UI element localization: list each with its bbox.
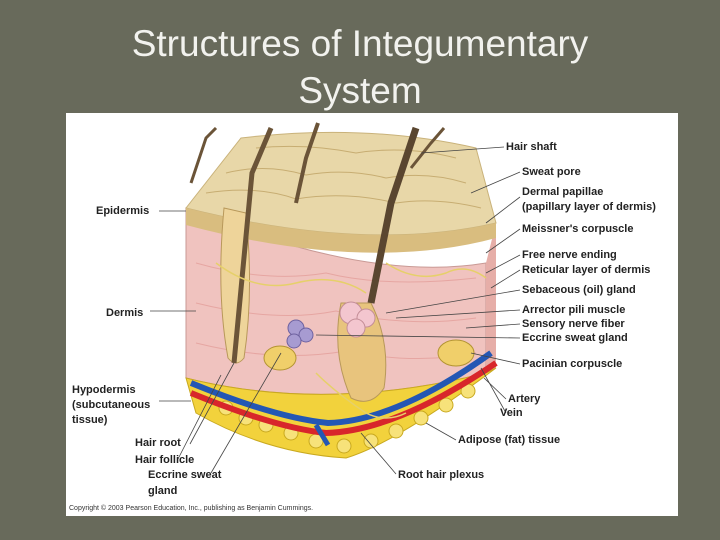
dermis-side [486, 223, 496, 373]
label-free-nerve: Free nerve ending [522, 249, 617, 261]
label-artery: Artery [508, 393, 541, 405]
label-hypodermis-2: (subcutaneous [72, 399, 151, 411]
label-eccrine-2: gland [148, 485, 178, 497]
label-hair-root: Hair root [135, 437, 181, 449]
label-dermal-papillae-2: (papillary layer of dermis) [522, 201, 656, 213]
label-vein: Vein [500, 407, 523, 419]
label-root-plexus: Root hair plexus [398, 469, 485, 481]
label-meissner: Meissner's corpuscle [522, 223, 634, 235]
copyright-notice: Copyright © 2003 Pearson Education, Inc., publishing as Benjamin Cummings. [69, 505, 314, 512]
label-hair-shaft: Hair shaft [506, 141, 557, 153]
label-adipose: Adipose (fat) tissue [458, 434, 561, 446]
label-eccrine-1: Eccrine sweat [148, 469, 222, 481]
label-dermal-papillae-1: Dermal papillae [522, 186, 604, 198]
label-pacinian: Pacinian corpuscle [522, 358, 623, 370]
label-sweat-pore: Sweat pore [522, 166, 581, 178]
label-eccrine-gland: Eccrine sweat gland [522, 332, 628, 344]
slide-title [0, 20, 720, 114]
label-dermis: Dermis [106, 307, 144, 319]
skin-diagram-panel [66, 113, 678, 516]
slide-title-line-2: System [298, 70, 422, 111]
label-epidermis: Epidermis [96, 205, 150, 217]
label-sebaceous: Sebaceous (oil) gland [522, 284, 636, 296]
label-hypodermis-1: Hypodermis [72, 384, 136, 396]
label-hypodermis-3: tissue) [72, 414, 108, 426]
label-sensory-nerve: Sensory nerve fiber [522, 318, 625, 330]
pacinian-corpuscle-left [264, 346, 296, 370]
label-arrector: Arrector pili muscle [522, 304, 626, 316]
label-reticular: Reticular layer of dermis [522, 264, 651, 276]
label-hair-follicle: Hair follicle [135, 454, 195, 466]
slide-title-line-1: Structures of Integumentary [131, 23, 589, 64]
pacinian-corpuscle-right [438, 340, 474, 366]
